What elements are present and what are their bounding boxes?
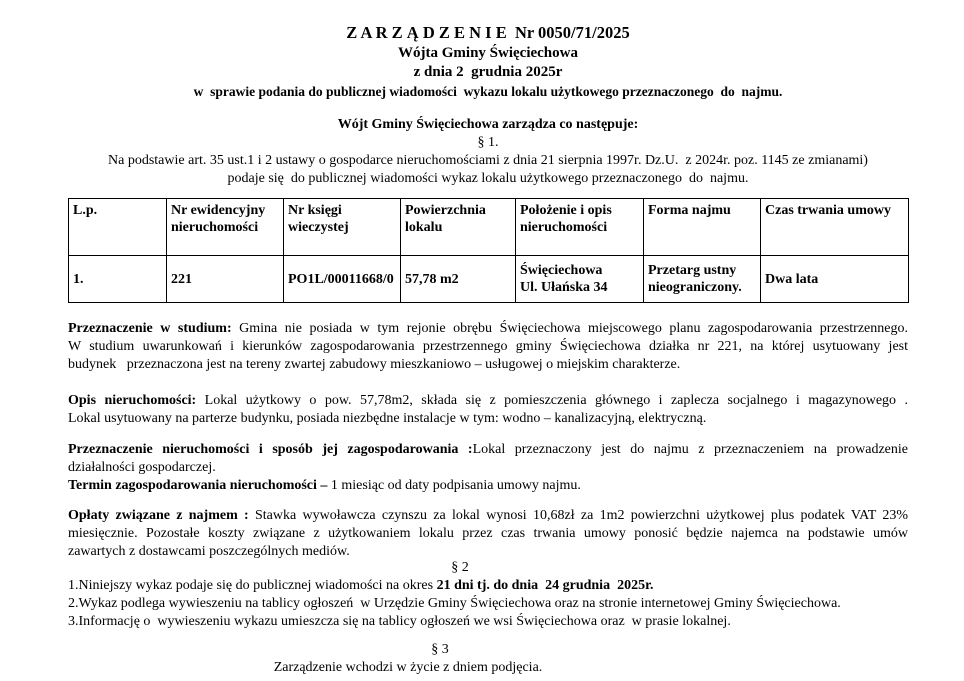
paragraph-text: Lokal przeznaczony jest do najmu z przeznaczeniem na prowadzenie (472, 442, 908, 457)
paragraph-przeznaczenie-w-studium (68, 320, 908, 374)
paragraph-line: miesięcznie. Pozostałe koszty związane z użytkowaniem lokalu przez czas trwania umowy ponosić będzie najemca na podstawie umów (68, 526, 908, 541)
item-text: 1.Niniejszy wykaz podaje się do publicznej wiadomości na okres (68, 578, 437, 593)
paragraph-text: Lokal użytkowy o pow. 57,78m2, składa się z pomieszczenia głównego i zaplecza socjalnego i magazynowego . (196, 393, 908, 408)
header-polozenie: Położenie i opis nieruchomości (516, 199, 644, 256)
paragraph-oplaty (68, 507, 908, 561)
paragraph-line: budynek przeznaczona jest na tereny zwartej zabudowy mieszkaniowo – usługowej o miejskim charakterze. (68, 357, 681, 372)
cell-forma-line-1: Przetarg ustny (648, 263, 737, 278)
paragraph-line (68, 441, 908, 459)
title-issuer: Wójta Gminy Święciechowa (398, 45, 578, 61)
cell-nr-ksiegi: PO1L/00011668/0 (284, 256, 401, 303)
cell-forma-line-2: nieograniczony. (648, 280, 742, 295)
section-2-item-2: 2.Wykaz podlega wywieszeniu na tablicy ogłoszeń w Urzędzie Gminy Święciechowa oraz na stronie internetowej Gminy Święciechowa. (68, 596, 841, 611)
cell-czas-trwania: Dwa lata (761, 256, 909, 303)
paragraph-text: 1 miesiąc od daty podpisania umowy najmu. (327, 478, 581, 493)
paragraph-line (68, 392, 908, 410)
item-deadline: 21 dni tj. do dnia 24 grudnia 2025r. (436, 578, 654, 593)
cell-polozenie-line-2: Ul. Ułańska 34 (520, 280, 608, 295)
cell-polozenie (516, 256, 644, 303)
title-subject: w sprawie podania do publicznej wiadomości wykazu lokalu użytkowego przeznaczonego do najmu. (193, 84, 783, 99)
document-title: Z A R Z Ą D Z E N I E Nr 0050/71/2025 (346, 23, 630, 42)
section-2-mark: § 2 (451, 560, 469, 575)
section-2-item-3: 3.Informację o wywieszeniu wykazu umieszcza się na tablicy ogłoszeń we wsi Święciechowa oraz w prasie lokalnej. (68, 614, 731, 629)
paragraph-line: zawartych z dostawcami poszczególnych mediów. (68, 544, 350, 559)
header-nr-ewidencyjny: Nr ewidencyjny nieruchomości (167, 199, 284, 256)
paragraph-line: działalności gospodarczej. (68, 460, 216, 475)
paragraph-opis-nieruchomosci (68, 392, 908, 428)
property-listing-table (68, 198, 909, 303)
paragraph-line: W studium uwarunkowań i kierunków zagospodarowania przestrzennego gminy Święciechowa działka nr 221, na której usytuowany jest (68, 339, 908, 354)
cell-powierzchnia: 57,78 m2 (401, 256, 516, 303)
paragraph-line (68, 320, 908, 338)
cell-lp: 1. (69, 256, 167, 303)
paragraph-line: Lokal usytuowany na parterze budynku, posiada niezbędne instalacje w tym: wodno – kanalizacyjną, elektryczną. (68, 411, 707, 426)
preamble-heading: Wójt Gminy Święciechowa zarządza co następuje: (337, 117, 639, 132)
document-content (68, 22, 908, 677)
header-nr-ksiegi: Nr księgi wieczystej (284, 199, 401, 256)
legal-basis-line-1: Na podstawie art. 35 ust.1 i 2 ustawy o gospodarce nieruchomościami z dnia 21 sierpnia 1997r. Dz.U. z 2024r. poz. 1145 ze zmianami) (108, 153, 868, 168)
paragraph-label: Termin zagospodarowania nieruchomości – (68, 478, 328, 493)
closing-statement: Zarządzenie wchodzi w życie z dniem podjęcia. (273, 660, 543, 675)
paragraph-text: Gmina nie posiada w tym rejonie obrębu Święciechowa miejscowego planu zagospodarowania przestrzennego. (231, 321, 908, 336)
paragraph-label: Przeznaczenie nieruchomości i sposób jej zagospodarowania : (68, 442, 473, 457)
cell-forma-najmu (644, 256, 761, 303)
section-2-item-1 (68, 577, 908, 595)
table-header-row (69, 199, 909, 256)
paragraph-label: Opis nieruchomości: (68, 393, 197, 408)
header-lp: L.p. (69, 199, 167, 256)
cell-nr-ewidencyjny: 221 (167, 256, 284, 303)
legal-basis-line-2: podaje się do publicznej wiadomości wykaz lokalu użytkowego przeznaczonego do najmu. (227, 171, 749, 186)
cell-polozenie-line-1: Święciechowa (520, 263, 603, 278)
paragraph-label: Opłaty związane z najmem : (68, 508, 249, 523)
paragraph-line (68, 507, 908, 525)
header-powierzchnia: Powierzchnia lokalu (401, 199, 516, 256)
header-forma-najmu: Forma najmu (644, 199, 761, 256)
title-date: z dnia 2 grudnia 2025r (413, 64, 563, 80)
section-1-mark: § 1. (477, 135, 499, 150)
header-czas-trwania: Czas trwania umowy (761, 199, 909, 256)
paragraph-label: Przeznaczenie w studium: (68, 321, 232, 336)
section-3-mark: § 3 (431, 642, 449, 657)
paragraph-termin (68, 477, 908, 495)
paragraph-przeznaczenie-nieruchomosci (68, 441, 908, 495)
paragraph-text: Stawka wywoławcza czynszu za lokal wynosi 10,68zł za 1m2 powierzchni użytkowej plus podatek VAT 23% (248, 508, 908, 523)
table-row (69, 256, 909, 303)
